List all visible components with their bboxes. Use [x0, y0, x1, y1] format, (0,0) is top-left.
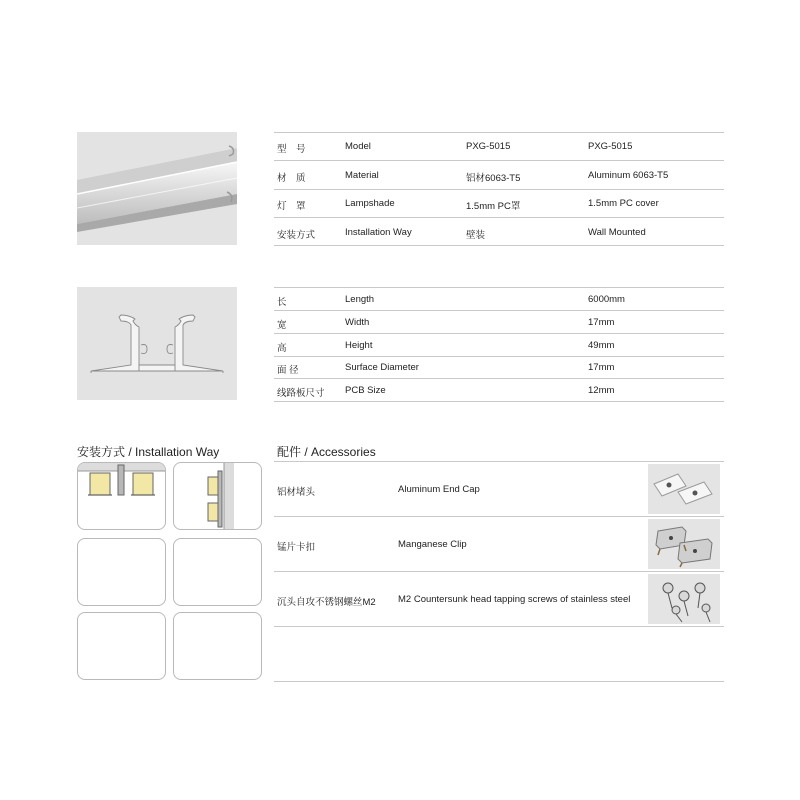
table-rule — [274, 356, 724, 357]
dim-label-en: Length — [345, 294, 375, 305]
profile-rail-image — [77, 132, 237, 245]
dim-label-en: Height — [345, 340, 373, 351]
dim-label-en: PCB Size — [345, 385, 386, 396]
dim-value: 17mm — [588, 317, 615, 328]
accessory-label-en: Aluminum End Cap — [398, 484, 480, 495]
spec-value-en: Wall Mounted — [588, 227, 646, 238]
spec-label-cn: 安装方式 — [277, 230, 316, 241]
table-rule — [274, 626, 724, 627]
spec-label-cn: 型 号 — [277, 144, 306, 155]
accessory-label-cn: 锰片卡扣 — [277, 542, 316, 553]
spec-value-cn: 1.5mm PC罩 — [466, 201, 521, 212]
spec-value-en: Aluminum 6063-T5 — [588, 170, 669, 181]
end-cap-photo — [648, 464, 720, 514]
dim-value: 49mm — [588, 340, 615, 351]
spec-label-en: Model — [345, 141, 371, 152]
dim-label-cn: 高 — [277, 343, 287, 354]
installation-box-empty — [77, 538, 166, 606]
table-rule — [274, 378, 724, 379]
table-rule — [274, 217, 724, 218]
spec-value-cn: 铝材6063-T5 — [466, 173, 521, 184]
table-rule — [274, 461, 724, 462]
dim-label-cn: 宽 — [277, 320, 287, 331]
spec-label-en: Material — [345, 170, 379, 181]
table-rule — [274, 160, 724, 161]
dim-label-en: Width — [345, 317, 370, 328]
table-rule — [274, 189, 724, 190]
product-photo — [77, 132, 237, 245]
installation-box-empty — [173, 538, 262, 606]
accessory-label-cn: 沉头自攻不锈钢螺丝M2 — [277, 597, 376, 608]
spec-value-en: 1.5mm PC cover — [588, 198, 659, 209]
installation-box-empty — [77, 612, 166, 680]
accessory-label-cn: 铝材堵头 — [277, 487, 316, 498]
screws-photo — [648, 574, 720, 624]
installation-heading: 安装方式 / Installation Way — [77, 445, 220, 459]
installation-box-empty — [173, 612, 262, 680]
spec-label-cn: 灯 罩 — [277, 201, 306, 212]
dim-label-cn: 长 — [277, 297, 287, 308]
wall-mount-image — [174, 463, 261, 529]
table-rule — [274, 333, 724, 334]
dim-value: 6000mm — [588, 294, 625, 305]
table-rule — [274, 310, 724, 311]
cross-section-drawing — [77, 287, 237, 400]
spec-value-cn: PXG-5015 — [466, 141, 511, 152]
spec-value-en: PXG-5015 — [588, 141, 633, 152]
accessory-label-en: M2 Countersunk head tapping screws of stainless steel — [398, 594, 631, 605]
ceiling-mount-image — [78, 463, 165, 529]
table-rule — [274, 287, 724, 288]
dim-label-cn: 面 径 — [277, 365, 299, 376]
table-rule — [274, 245, 724, 246]
spec-label-en: Lampshade — [345, 198, 395, 209]
installation-diagram-wall — [173, 462, 262, 530]
spec-label-cn: 材 质 — [277, 173, 306, 184]
accessory-label-en: Manganese Clip — [398, 539, 467, 550]
table-rule — [274, 571, 724, 572]
table-rule — [274, 681, 724, 682]
table-rule — [274, 132, 724, 133]
dim-value: 17mm — [588, 362, 615, 373]
profile-cross-section-image — [77, 287, 237, 400]
dim-value: 12mm — [588, 385, 615, 396]
dim-label-en: Surface Diameter — [345, 362, 419, 373]
spec-label-en: Installation Way — [345, 227, 412, 238]
table-rule — [274, 401, 724, 402]
table-rule — [274, 516, 724, 517]
spec-value-cn: 壁装 — [466, 230, 486, 241]
accessories-heading: 配件 / Accessories — [277, 445, 376, 459]
dim-label-cn: 线路板尺寸 — [277, 388, 325, 399]
installation-diagram-ceiling — [77, 462, 166, 530]
manganese-clip-photo — [648, 519, 720, 569]
